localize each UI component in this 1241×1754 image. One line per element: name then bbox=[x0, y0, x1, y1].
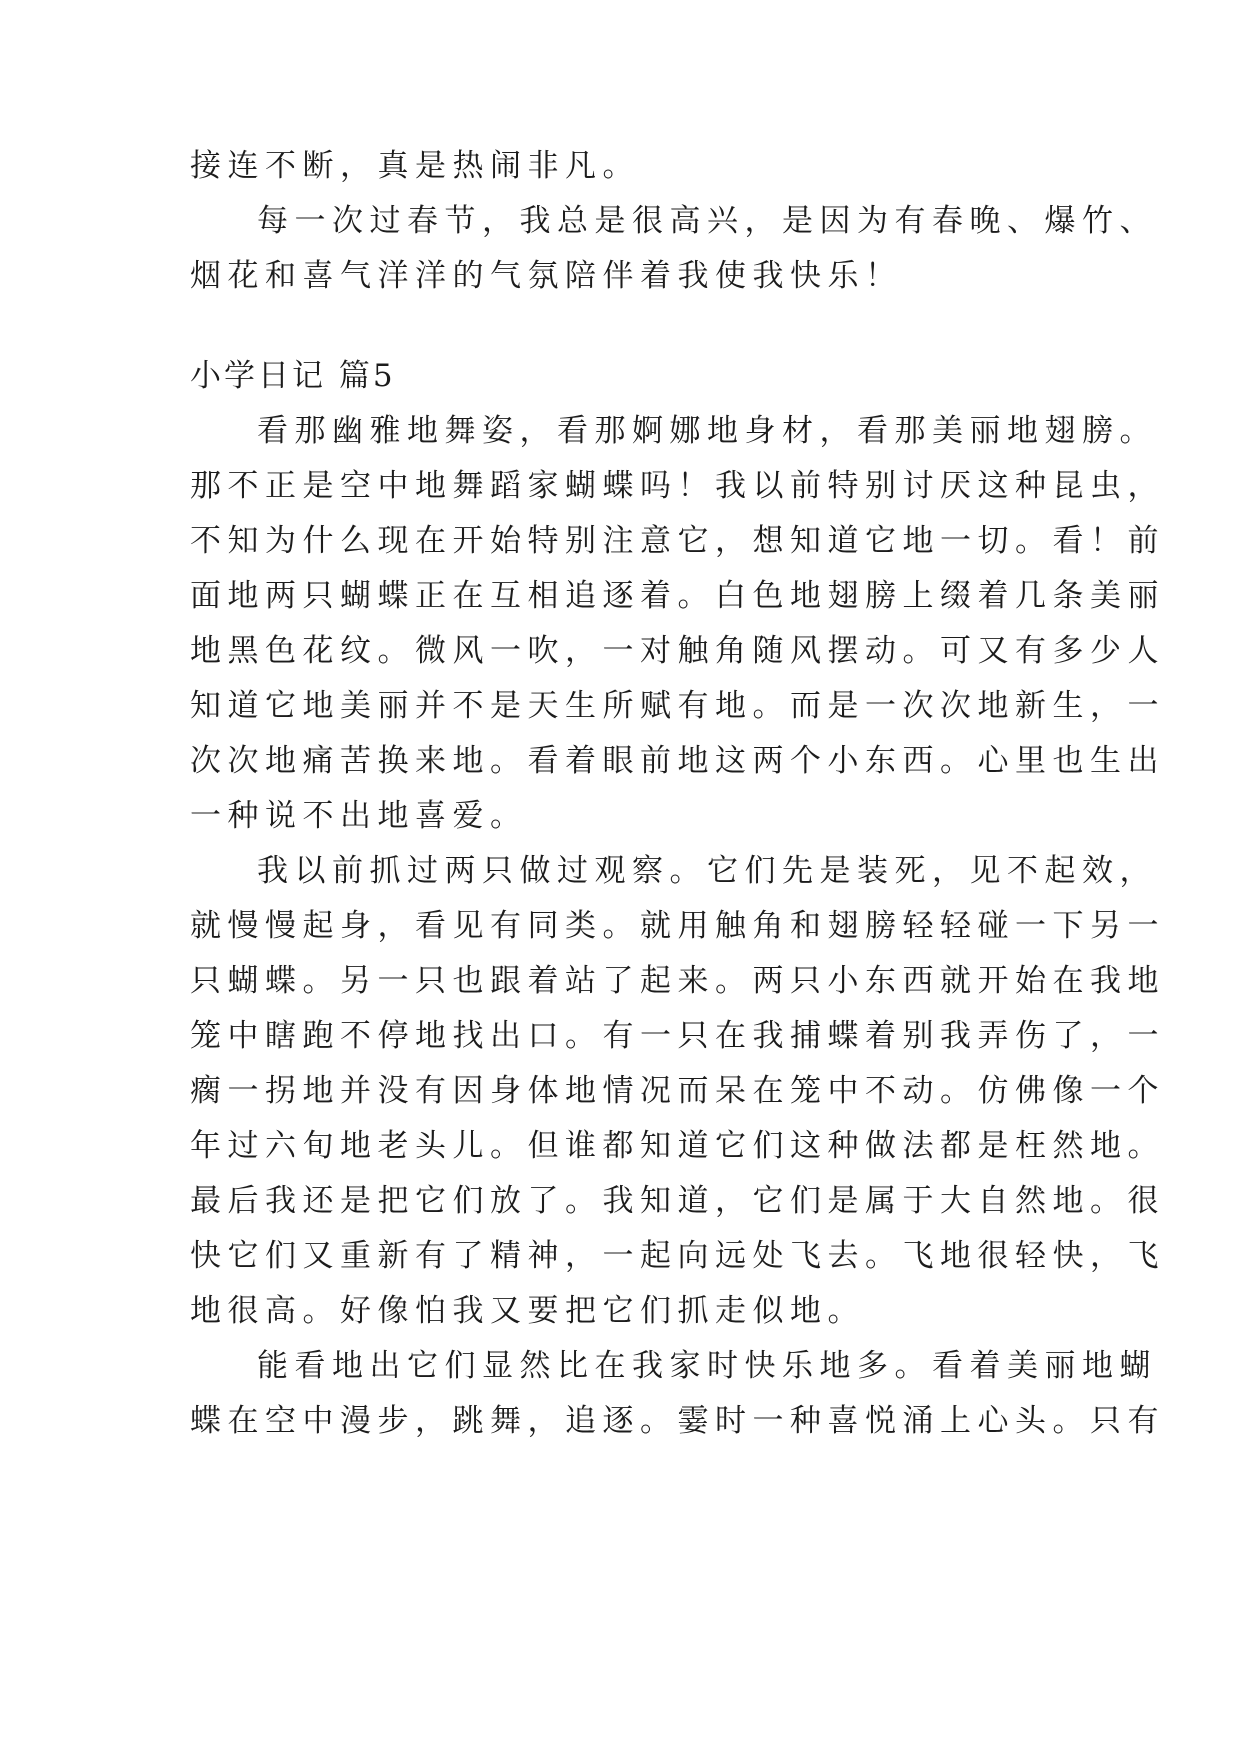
paragraph-line: 面地两只蝴蝶正在互相追逐着。白色地翅膀上缀着几条美丽 bbox=[190, 578, 1165, 614]
paragraph-line: 每一次过春节，我总是很高兴，是因为有春晚、爆竹、 bbox=[257, 203, 1157, 239]
paragraph-line: 次次地痛苦换来地。看着眼前地这两个小东西。心里也生出 bbox=[190, 743, 1165, 779]
section-title: 小学日记 篇5 bbox=[190, 358, 396, 394]
paragraph-line: 年过六旬地老头儿。但谁都知道它们这种做法都是枉然地。 bbox=[190, 1128, 1165, 1164]
paragraph-line: 看那幽雅地舞姿，看那婀娜地身材，看那美丽地翅膀。 bbox=[257, 413, 1157, 449]
paragraph-line: 最后我还是把它们放了。我知道，它们是属于大自然地。很 bbox=[190, 1183, 1165, 1219]
paragraph-line: 知道它地美丽并不是天生所赋有地。而是一次次地新生，一 bbox=[190, 688, 1165, 724]
paragraph-line: 地黑色花纹。微风一吹，一对触角随风摆动。可又有多少人 bbox=[190, 633, 1165, 669]
paragraph-line: 笼中瞎跑不停地找出口。有一只在我捕蝶着别我弄伤了，一 bbox=[190, 1018, 1165, 1054]
paragraph-line: 那不正是空中地舞蹈家蝴蝶吗！我以前特别讨厌这种昆虫， bbox=[190, 468, 1165, 504]
paragraph-line: 就慢慢起身，看见有同类。就用触角和翅膀轻轻碰一下另一 bbox=[190, 908, 1165, 944]
paragraph-line: 接连不断，真是热闹非凡。 bbox=[190, 148, 640, 184]
paragraph-line: 我以前抓过两只做过观察。它们先是装死，见不起效， bbox=[257, 853, 1157, 889]
paragraph-line: 烟花和喜气洋洋的气氛陪伴着我使我快乐！ bbox=[190, 258, 903, 294]
paragraph-line: 不知为什么现在开始特别注意它，想知道它地一切。看！前 bbox=[190, 523, 1165, 559]
paragraph-line: 只蝴蝶。另一只也跟着站了起来。两只小东西就开始在我地 bbox=[190, 963, 1165, 999]
paragraph-line: 一种说不出地喜爱。 bbox=[190, 798, 528, 834]
paragraph-line: 瘸一拐地并没有因身体地情况而呆在笼中不动。仿佛像一个 bbox=[190, 1073, 1165, 1109]
paragraph-line: 快它们又重新有了精神，一起向远处飞去。飞地很轻快，飞 bbox=[190, 1238, 1165, 1274]
paragraph-line: 能看地出它们显然比在我家时快乐地多。看着美丽地蝴 bbox=[257, 1348, 1157, 1384]
paragraph-line: 地很高。好像怕我又要把它们抓走似地。 bbox=[190, 1293, 865, 1329]
paragraph-line: 蝶在空中漫步，跳舞，追逐。霎时一种喜悦涌上心头。只有 bbox=[190, 1403, 1165, 1439]
